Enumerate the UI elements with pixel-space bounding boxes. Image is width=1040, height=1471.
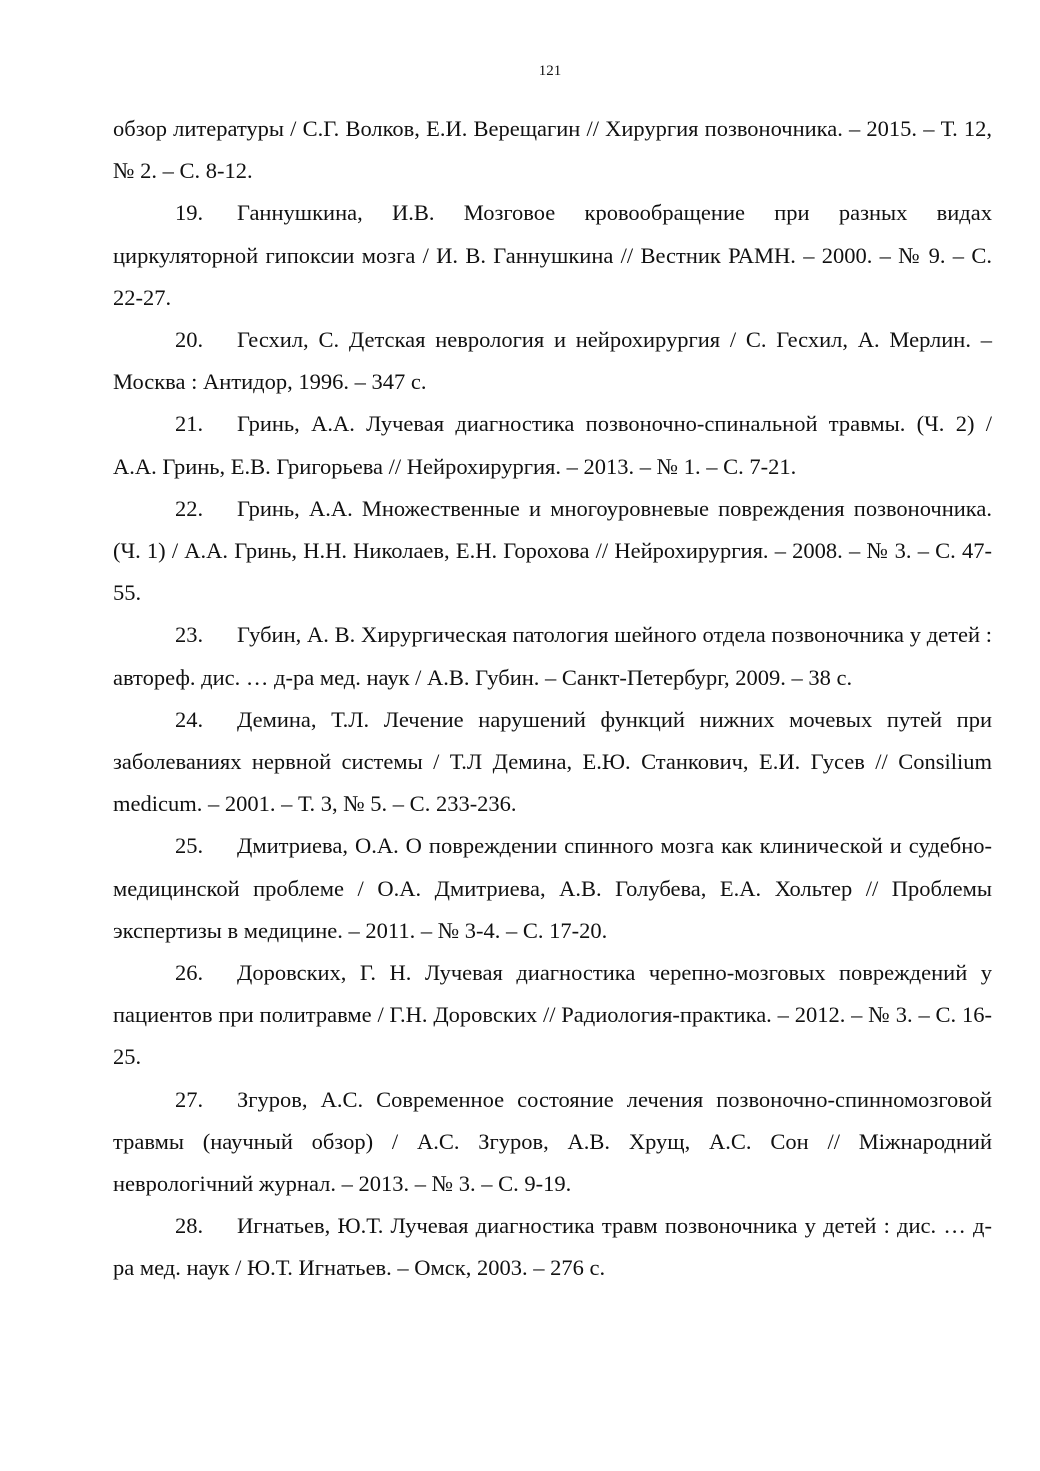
reference-number: 28.: [175, 1213, 204, 1239]
reference-item: [113, 488, 992, 615]
reference-item: [113, 319, 992, 403]
reference-number: 22.: [175, 495, 204, 521]
reference-text: Гринь, А.А. Лучевая диагностика позвоночно-спинальной травмы. (Ч. 2) / А.А. Гринь, Е.В. Григорьева // Нейрохирургия. – 2013. – № 1. – С. 7-21.: [113, 411, 992, 479]
reference-item: [113, 1079, 992, 1206]
reference-text: Доровских, Г. Н. Лучевая диагностика черепно-мозговых повреждений у пациентов при политравме / Г.Н. Доровских // Радиология-практика. – 2012. – № 3. – С. 16-25.: [113, 960, 992, 1070]
reference-number: 27.: [175, 1086, 204, 1112]
reference-number: 24.: [175, 706, 204, 732]
reference-item: [113, 825, 992, 952]
reference-number: 26.: [175, 960, 204, 986]
reference-list: [113, 108, 992, 1290]
reference-item: [113, 1205, 992, 1289]
reference-number: 21.: [175, 411, 204, 437]
reference-text: Демина, Т.Л. Лечение нарушений функций нижних мочевых путей при заболеваниях нервной системы / Т.Л Демина, Е.Ю. Станкович, Е.И. Гусев // Consilium medicum. – 2001. – Т. 3, № 5. – С. 233-236.: [113, 706, 992, 817]
reference-number: 25.: [175, 833, 204, 859]
reference-number: 19.: [175, 200, 204, 226]
reference-text: Гринь, А.А. Множественные и многоуровневые повреждения позвоночника. (Ч. 1) / А.А. Гринь, Н.Н. Николаев, Е.Н. Горохова // Нейрохирургия. – 2008. – № 3. – С. 47-55.: [113, 495, 992, 606]
page-number: 121: [538, 63, 562, 79]
reference-text: Губин, А. В. Хирургическая патология шейного отдела позвоночника у детей : автореф. дис. … д-ра мед. наук / А.В. Губин. – Санкт-Петербург, 2009. – 38 с.: [113, 622, 992, 690]
reference-item: [113, 699, 992, 826]
reference-number: 20.: [175, 327, 204, 353]
reference-text: Ганнушкина, И.В. Мозговое кровообращение при разных видах циркуляторной гипоксии мозга / И. В. Ганнушкина // Вестник РАМН. – 2000. – № 9. – С. 22-27.: [113, 200, 992, 310]
reference-item: [113, 192, 992, 319]
reference-text: Игнатьев, Ю.Т. Лучевая диагностика травм позвоночника у детей : дис. … д-ра мед. наук / Ю.Т. Игнатьев. – Омск, 2003. – 276 с.: [113, 1213, 992, 1281]
reference-item: [113, 403, 992, 487]
reference-continuation: обзор литературы / С.Г. Волков, Е.И. Верещагин // Хирургия позвоночника. – 2015. – Т. 12, № 2. – С. 8-12.: [113, 116, 992, 184]
reference-item: [113, 614, 992, 698]
reference-number: 23.: [175, 622, 204, 648]
reference-text: Згуров, А.С. Современное состояние лечения позвоночно-спинномозговой травмы (научный обзор) / А.С. Згуров, А.В. Хрущ, А.С. Сон // Міжнародний неврологічний журнал. – 2013. – № 3. – С. 9-19.: [113, 1086, 992, 1197]
reference-text: Гесхил, С. Детская неврология и нейрохирургия / С. Гесхил, А. Мерлин. – Москва : Антидор, 1996. – 347 с.: [113, 327, 992, 395]
reference-text: Дмитриева, О.А. О повреждении спинного мозга как клинической и судебно- медицинской проблеме / О.А. Дмитриева, А.В. Голубева, Е.А. Хольтер // Проблемы экспертизы в медицине. – 2011. – № 3-4. – С. 17-20.: [113, 833, 992, 943]
reference-item: [113, 952, 992, 1079]
